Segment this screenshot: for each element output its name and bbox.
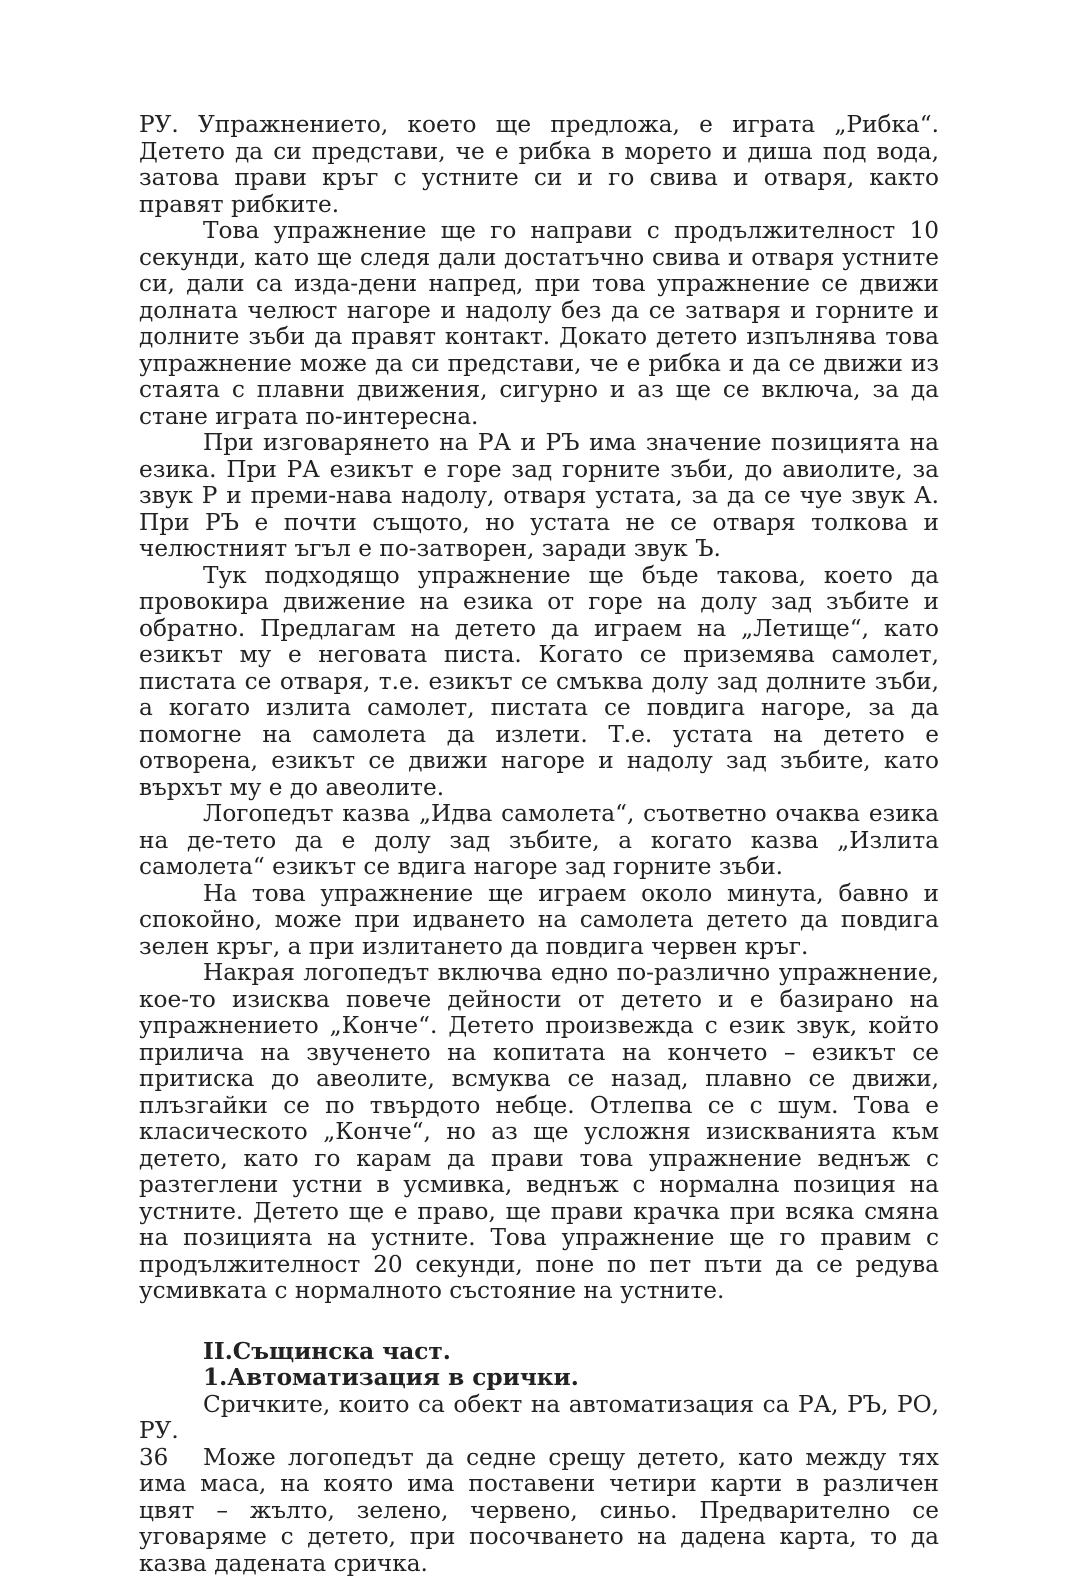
- paragraph-minute-exercise: На това упражнение ще играем около минута, бавно и спокойно, може при идването на самолета детето да повдига зелен кръг, а при излитането да повдига червен кръг.: [139, 881, 939, 961]
- paragraph-syllables: Сричките, които са обект на автоматизация са РА, РЪ, РО, РУ.: [139, 1392, 939, 1445]
- paragraph-ryba-continuation: РУ. Упражнението, което ще предложа, е играта „Рибка“. Детето да си представи, че е рибка в морето и диша под вода, затова прави кръг с устните си и го свива и отваря, както правят рибките.: [139, 112, 939, 218]
- page-number: 36: [139, 1445, 168, 1471]
- page-body: [139, 112, 939, 1577]
- subsection-heading: 1.Автоматизация в срички.: [139, 1365, 939, 1392]
- paragraph-airport-game: Тук подходящо упражнение ще бъде такова, което да провокира движение на езика от горе на долу зад зъбите и обратно. Предлагам на детето да играем на „Летище“, като езикът му е неговата писта. Когато се приземява самолет, пистата се отваря, т.е. езикът се смъква долу зад долните зъби, а когато излита самолет, пистата се повдига нагоре, за да помогне на самолета да излети. Т.е. устата на детето е отворена, езикът се движи нагоре и надолу зад зъбите, като върхът му е до авеолите.: [139, 563, 939, 802]
- paragraph-airplane-commands: Логопедът казва „Идва самолета“, съответно очаква езика на де-тето да е долу зад зъбите, а когато казва „Излита самолета“ езикът се вдига нагоре зад горните зъби.: [139, 801, 939, 881]
- paragraph-tongue-position: При изговарянето на РА и РЪ има значение позицията на езика. При РА езикът е горе зад горните зъби, до авиолите, за звук Р и преми-нава надолу, отваря устата, за да се чуе звук А. При РЪ е почти същото, но устата не се отваря толкова и челюстният ъгъл е по-затворен, заради звук Ъ.: [139, 430, 939, 563]
- paragraph-exercise-duration: Това упражнение ще го направи с продължителност 10 секунди, като ще следя дали достатъчно свива и отваря устните си, дали са изда-дени напред, при това упражнение се движи долната челюст нагоре и надолу без да се затваря и горните и долните зъби да правят контакт. Докато детето изпълнява това упражнение може да си представи, че е рибка и да се движи из стаята с плавни движения, сигурно и аз ще се включа, за да стане играта по-интересна.: [139, 218, 939, 430]
- paragraph-cards: Може логопедът да седне срещу детето, като между тях има маса, на която има поставени четири карти в различен цвят – жълто, зелено, червено, синьо. Предварително се уговаряме с детето, при посочването на дадена карта, то да казва дадената сричка.: [139, 1445, 939, 1577]
- section-heading: II.Същинска част.: [139, 1339, 939, 1366]
- paragraph-horse-exercise: Накрая логопедът включва едно по-различно упражнение, кое-то изисква повече дейности от детето и е базирано на упражнението „Конче“. Детето произвежда с език звук, който прилича на звученето на копитата на кончето – езикът се притиска до авеолите, всмуква се назад, плавно се движи, плъзгайки се по твърдото небце. Отлепва се с шум. Това е класическото „Конче“, но аз ще усложня изискванията към детето, като го карам да прави това упражнение веднъж с разтеглени устни в усмивка, веднъж с нормална позиция на устните. Детето ще е право, ще прави крачка при всяка смяна на позицията на устните. Това упражнение ще го правим с продължителност 20 секунди, поне по пет пъти да се редува усмивката с нормалното състояние на устните.: [139, 960, 939, 1305]
